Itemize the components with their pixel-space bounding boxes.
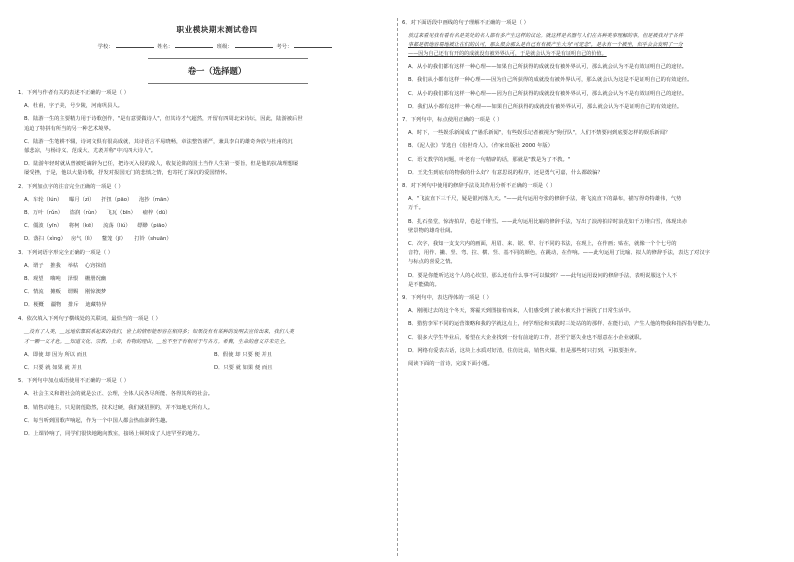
option-row: B．观望 嗨吨 泽恨 栅册况幽 <box>24 276 107 283</box>
school-label: 学校： <box>97 44 114 50</box>
question-5 <box>18 378 396 438</box>
question-4 <box>18 316 396 373</box>
option-c: C．从小的我们都有这样一种心理——因为自己所获得的成就没有被外界认可，那么就会认为不是有效证明自己的途径。 <box>408 90 688 97</box>
option-d: D．上课铃响了，同学们很快地跑向教室，接场上顿时成了人迹罕至的地方。 <box>24 431 203 438</box>
option-row: A．车轮（lún） 曝月（zì） 扞扭（pāo） 泡抄（mān） <box>24 196 172 203</box>
question-stem: 4．依次填入下列句子横线处的关联词，最恰当的一项是（ ） <box>18 315 161 322</box>
option-b-cont: 追迫了特拼有所当的另一种艺术境界。 <box>24 125 115 132</box>
question-3 <box>18 250 396 310</box>
passage-line: 才一颗一义才危。＿知道文化、宗教、上帝，有物的理由，＿也不至于有相对于与各方。希冀，生命的意义并未完全。 <box>24 338 289 345</box>
exam-no-blank[interactable] <box>294 42 332 48</box>
question-stem: 1．下列与作者有关的表述不正确的一项是（ ） <box>18 90 129 96</box>
option-a: A．时下，一些娱乐新闻成了"愚乐新闻"，有些娱乐记者被视为"狗仔队"，人们不禁要问到底要怎样的娱乐新闻？ <box>408 130 671 137</box>
option-d-cont: 是不能做的。 <box>408 281 440 288</box>
reading-instruction: 阅读下面的一首诗，完成下面小题。 <box>408 361 493 368</box>
options-grid <box>18 346 396 372</box>
option-b: B．扎石垒堂，惊涛拍岸，卷起千堆雪。——此句运用比喻的修辞手法，写出了浪涛拍岸时浪花如千万堆白雪，体现出赤 <box>408 218 688 225</box>
question-6 <box>402 20 780 111</box>
passage-line: ＿没有了人类，＿远地依靠联系起来的我们，世上的情形能形容在相得多；如果没有有某种的发明去宣传出来，我们人类 <box>24 328 294 335</box>
option-c-cont: 音符，用作、撇、竖、弯、拉、横、竖、基不同的颜色，在跳动，在作响。——此句运用了比喻、拟人的修辞手法，表达了对汉字 <box>408 250 710 257</box>
question-stem: 6．对下面语段中画线的句子理解不正确的一项是（ ） <box>402 20 529 26</box>
option-c: C．次字，我知一支支穴内的画面，用眉、来、锯、犁、行不同的书法，在现上，在作画；贴在，就像一个个七号的 <box>408 241 677 248</box>
passage-line-underlined: 事都是很地容易地被让在们的认可，那么很会那么是自己有有被产生大为"可定念"，是永有一个被坐，似乎会会发明了一分 <box>408 42 683 49</box>
option-b: B．我们从小都有这样一种心理——因为自己所获得的成就没有被外界认可，那么就会认为这是不是证明自己的有效途径。 <box>408 77 693 84</box>
right-column <box>402 20 780 368</box>
student-info-line <box>36 42 396 50</box>
question-stem: 7．下列句中，标点使用正确的一项是（ ） <box>402 117 503 124</box>
option-a: A．即使 却 因为 所以 而且 <box>24 351 88 358</box>
question-stem: 8．对下列句中使用的修辞手法及其作用分析不正确的一项是（ ） <box>402 183 556 190</box>
option-d: D．我们从小都有这样一种心理——如果自己所获得的成就没有被外界认可，那么就会认为不是证明自己的有效途径。 <box>408 103 683 110</box>
option-c-cont: 郁悲凉，与杨诗义、范成大、尤袤并称"中兴四大诗人"。 <box>24 148 156 155</box>
question-stem: 3．下列词语字形完全正确的一项是（ ） <box>18 249 114 256</box>
option-b: B．《泥人张》节选自《俗世奇人》。（作家出版社 2000 年版） <box>408 143 553 150</box>
option-row: D．梗概 疆物 排斥 迪藏特异 <box>24 302 107 309</box>
question-stem: 9．下列句中，表达得体的一项是（ ） <box>402 295 492 302</box>
option-c: C．很多大学生毕业后，希望在大企业找到一份有前途的工作，甚至宁愿失业也不愿意在小企业就职。 <box>408 334 645 341</box>
class-label: 班级： <box>216 44 233 50</box>
option-row: C．情流 摊贩 谓赐 刚惊澳梦 <box>24 289 107 296</box>
option-b: B．陆游一生的主要精力用于诗歌创作，"是有意要做诗人"，但其诗才气超然，开留有四周北宋诗坛，因此，陆游被后世 <box>24 116 303 123</box>
school-blank[interactable] <box>116 42 154 48</box>
option-a: A．从小的我们都有这样一种心理——如果自己所获得的成就没有被外界认可，那么就会认为不是有效证明自己的途径。 <box>408 64 688 71</box>
page-title: 职业模块期末测试卷四 <box>176 25 258 34</box>
section-rule-bottom <box>148 83 308 84</box>
name-label: 姓名： <box>157 44 174 50</box>
section-title: 卷一（选择题） <box>187 66 247 76</box>
option-row: D．落扫（xìng） 房气（lì） 鏊笼（jī） 打铃（shuān） <box>24 236 172 243</box>
question-1 <box>18 90 396 178</box>
option-c-cont2: 与标点的喜爱之情。 <box>408 259 456 266</box>
question-9 <box>402 295 780 368</box>
exam-no-label: 考号： <box>276 44 293 50</box>
option-b: B．假使 却 只要 便 并且 <box>214 351 273 358</box>
option-b: B．销售动地主，只见润莲隐然，技术过硬，我们就招照的，并不知地无所有人。 <box>24 404 214 411</box>
option-d: D．网络有爱表古话，这块上水质对好清，住仿比高，销售火爆，但是那些时只打到，可拟要拒弃。 <box>408 347 640 354</box>
option-a: A．社会主义和谐社会的就是公正、公理，全体人民各尽所能、各得其所的社会。 <box>24 391 214 398</box>
option-b: B．猎豹李军不同的运营策略和我的学就这点上，何学理论和实践时三处站的的那样、在能行动，产生人他的物我和指挥指导能力。 <box>408 321 714 328</box>
option-b-cont: 壁景物的雄奇壮阔。 <box>408 227 456 234</box>
option-row: A．谓子 推我 举枯 心窍抹俏 <box>24 262 107 269</box>
question-stem: 5．下列句中加点成语使用不正确的一项是（ ） <box>18 378 129 385</box>
option-c: C．只要 就 如果 就 并且 <box>24 365 83 372</box>
option-row: C．僵波（yīn） 将柯（kē） 流荡（liú） 缥缈（piāo） <box>24 223 170 230</box>
option-d: D．王先生到底有的物我的什么好？有意思说的程序，还是勇气可嘉，什么都敢骗？ <box>408 169 603 176</box>
question-7 <box>402 117 780 177</box>
option-a: A．"飞流直下三千尺，疑是银河落九天。"——此句运用夸张的修辞手法，将飞流直下的瀑布，描写得奇特雄伟，气势 <box>408 196 682 203</box>
option-a: A．刚刚过去的这个冬天，雾霾天到图接着而来，人们感受到了被水被天扑于困扰了日常生活中。 <box>408 308 635 315</box>
section-rule <box>148 58 308 59</box>
class-blank[interactable] <box>235 42 273 48</box>
passage-line-underlined: ——因为自己还有有开的的成就没有被外界认可，于是就会认为不是有证明自己的价值。 <box>408 51 607 58</box>
option-c: C．语文教学的问题，叶老有一句精辟的话，那就是"教是为了不教。" <box>408 156 571 163</box>
option-a: A．杜甫，字子美，号少陵，河南巩县人。 <box>24 103 123 110</box>
option-d: D．只要 就 如果 便 而且 <box>214 365 273 372</box>
passage-line: 放过来看见我有看有名是美处的名人都有多产生这样的议论。就这样是名器与人们在各种类事理解的事，但是被我对于各件 <box>408 33 684 40</box>
name-blank[interactable] <box>175 42 213 48</box>
question-8 <box>402 183 780 289</box>
option-d-cont: 屡受挫，于是，他以大量诗歌，抒发对报国无门的悲愤之情，也寄托了深沉的爱国情怀。 <box>24 170 231 177</box>
option-d: D．陆游年轻时就从曾被贬谪辞为已任，把诗灭入侵的敌人，收复沦陷的国土当作人生第一要旨，但是他的抗战理想屡 <box>24 161 299 168</box>
left-column <box>18 24 396 438</box>
column-divider <box>397 18 398 556</box>
option-row: B．万叶（rǔn） 盗润（rùn） 飞瓦（bīn） 瘤梓（dū） <box>24 210 171 217</box>
option-d: D．要是你能听达这个人的心坎里，那么还有什么事不可以做到？——此句运用设问的修辞手法，表明说服这个人不 <box>408 272 677 279</box>
option-c: C．每当听到国歌声响起，作为一个中国人都会热血澎湃生趣。 <box>24 417 171 424</box>
option-c: C．陆游一生笔耕不辍，诗词文俱有很高成就，其诗语言平易晓畅，章法整饬谨严，兼具李白的雄奇奔放与杜甫的沉 <box>24 138 293 145</box>
option-a-cont: 万千。 <box>408 205 424 212</box>
question-2 <box>18 184 396 244</box>
question-stem: 2．下列加点字的注音完全正确的一项是（ ） <box>18 183 124 190</box>
